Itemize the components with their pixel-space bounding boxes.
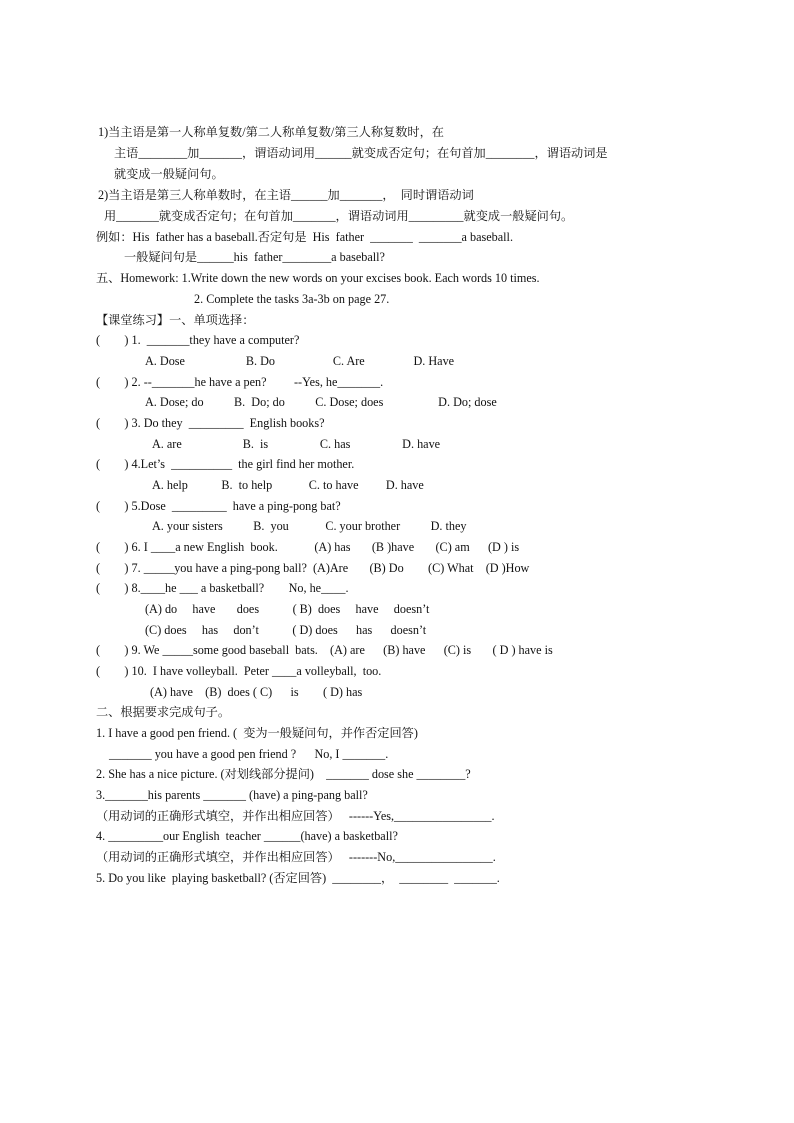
mc-question-2: ( ) 2. --_______he have a pen? --Yes, he_______. (96, 375, 384, 389)
rule1-line3: 就变成一般疑问句。 (114, 167, 224, 181)
s2-item-3: 3._______his parents _______ (have) a ping-pang ball? (96, 788, 368, 802)
mc-options-3: A. are B. is C. has D. have (152, 437, 441, 451)
mc-question-3: ( ) 3. Do they _________ English books? (96, 416, 325, 430)
mc-question-6: ( ) 6. I ____a new English book. (A) has (B )have (C) am (D ) is (96, 540, 520, 554)
s2-item-4: 4. _________our English teacher ______(have) a basketball? (96, 829, 398, 843)
example-line1: 例如：His father has a baseball.否定句是 His father _______ _______a baseball. (96, 230, 513, 244)
s2-item-5: 5. Do you like playing basketball? (否定回答) ________， ________ _______. (96, 871, 500, 885)
homework-line2: 2. Complete the tasks 3a-3b on page 27. (194, 292, 390, 306)
s2-item-1: 1. I have a good pen friend. ( 变为一般疑问句，并作否定回答) (96, 726, 418, 740)
rule1-line2: 主语________加_______，谓语动词用______就变成否定句；在句首加________，谓语动词是 (114, 146, 608, 160)
mc-options-8b: (C) does has don’t ( D) does has doesn’t (145, 623, 427, 637)
mc-question-9: ( ) 9. We _____some good baseball bats. (A) are (B) have (C) is ( D ) have is (96, 643, 553, 657)
mc-options-2: A. Dose; do B. Do; do C. Dose; does D. Do; dose (145, 395, 497, 409)
rule2-line1: 2)当主语是第三人称单数时，在主语______加_______， 同时谓语动词 (98, 188, 474, 202)
section2-heading: 二、根据要求完成句子。 (96, 705, 231, 719)
rule1-line1: 1)当主语是第一人称单复数/第二人称单复数/第三人称复数时，在 (98, 125, 444, 139)
rule2-line2: 用_______就变成否定句；在句首加_______，谓语动词用_________就变成一般疑问句。 (104, 209, 574, 223)
s2-item-1-answer: _______ you have a good pen friend ? No, I _______. (109, 747, 389, 761)
mc-options-1: A. Dose B. Do C. Are D. Have (145, 354, 455, 368)
s2-item-3-instruction: （用动词的正确形式填空，并作出相应回答） ------Yes,________________. (96, 809, 495, 823)
mc-options-10: (A) have (B) does ( C) is ( D) has (150, 685, 363, 699)
mc-question-7: ( ) 7. _____you have a ping-pong ball? (A)Are (B) Do (C) What (D )How (96, 561, 530, 575)
s2-item-2: 2. She has a nice picture. (对划线部分提问) _______ dose she ________? (96, 767, 471, 781)
exercise-heading: 【课堂练习】一、单项选择： (96, 313, 255, 327)
homework-line1: 五、Homework: 1.Write down the new words on your excises book. Each words 10 times. (96, 271, 540, 285)
example-line2: 一般疑问句是______his father________a baseball? (124, 250, 385, 264)
mc-question-4: ( ) 4.Let’s __________ the girl find her mother. (96, 457, 355, 471)
mc-question-5: ( ) 5.Dose _________ have a ping-pong bat? (96, 499, 341, 513)
s2-item-4-instruction: （用动词的正确形式填空，并作出相应回答） -------No,________________. (96, 850, 496, 864)
mc-options-8a: (A) do have does ( B) does have doesn’t (145, 602, 430, 616)
mc-options-4: A. help B. to help C. to have D. have (152, 478, 424, 492)
mc-question-10: ( ) 10. I have volleyball. Peter ____a volleyball, too. (96, 664, 382, 678)
mc-question-8: ( ) 8.____he ___ a basketball? No, he____. (96, 581, 349, 595)
mc-question-1: ( ) 1. _______they have a computer? (96, 333, 300, 347)
mc-options-5: A. your sisters B. you C. your brother D. they (152, 519, 467, 533)
